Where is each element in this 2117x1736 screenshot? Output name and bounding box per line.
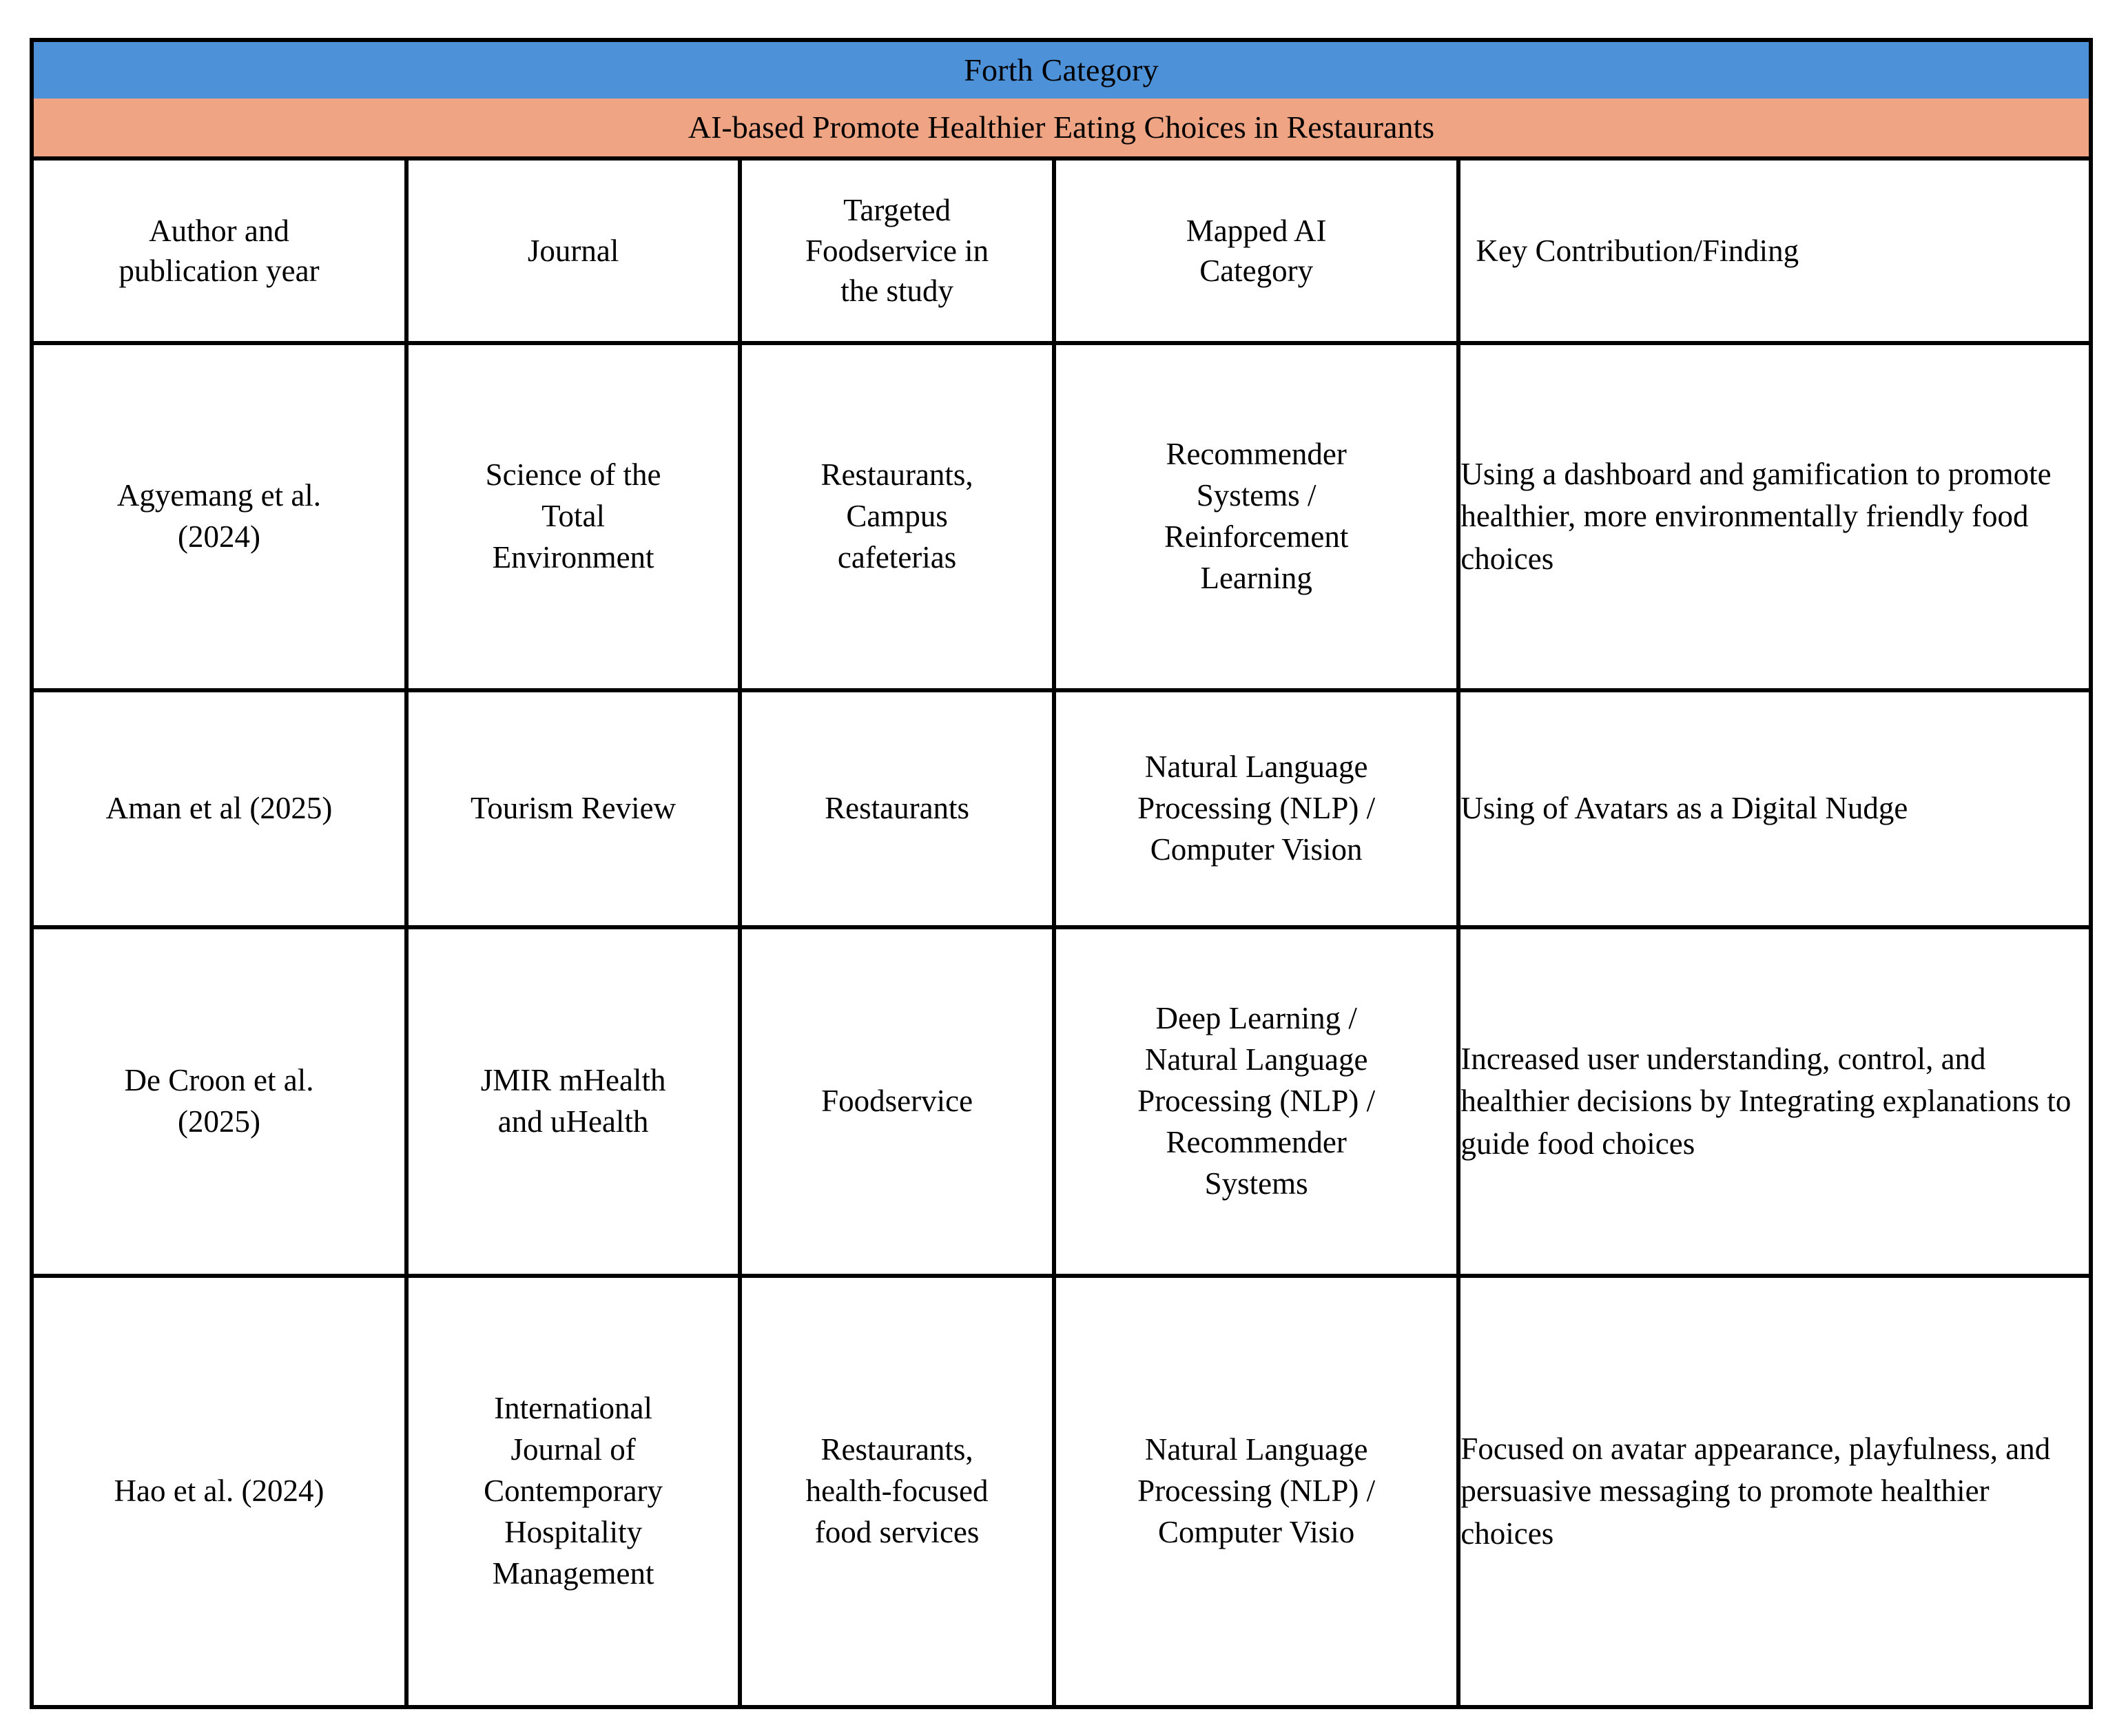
cell-journal xyxy=(406,690,740,927)
cell-foodservice-line: Restaurants xyxy=(825,791,970,826)
banner-category-row xyxy=(32,40,2091,99)
cell-journal-line: Environment xyxy=(492,539,654,575)
cell-foodservice-line: Foodservice xyxy=(821,1084,973,1119)
cell-foodservice xyxy=(740,927,1054,1276)
cell-ai-category-line: Learning xyxy=(1200,560,1312,595)
cell-journal-line: Science of the xyxy=(485,457,661,493)
banner-subtitle-row xyxy=(32,99,2091,158)
cell-foodservice-line: cafeterias xyxy=(837,539,957,575)
cell-foodservice xyxy=(740,343,1054,690)
cell-ai-category-line: Deep Learning / xyxy=(1155,1001,1357,1036)
cell-author-line: (2024) xyxy=(178,519,260,554)
cell-author-line: Aman et al (2025) xyxy=(105,791,333,826)
cell-journal-line: JMIR mHealth xyxy=(480,1063,666,1098)
cell-foodservice-line: Restaurants, xyxy=(820,457,973,493)
cell-author-line: Hao et al. (2024) xyxy=(114,1474,324,1509)
cell-ai-category-line: Processing (NLP) / xyxy=(1137,791,1376,826)
column-header-foodservice-line2: Foodservice in xyxy=(805,233,989,268)
cell-finding: Increased user understanding, control, and healthier decisions by Integrating explanations to guide food choices xyxy=(1458,927,2091,1276)
cell-journal-line: Total xyxy=(541,499,605,534)
literature-review-table xyxy=(30,38,2093,1709)
banner-category-label: Forth Category xyxy=(32,40,2091,99)
cell-author xyxy=(32,690,406,927)
column-header-foodservice-line3: the study xyxy=(840,273,953,309)
column-header-author-line1: Author and xyxy=(149,213,289,248)
banner-subtitle-label: AI-based Promote Healthier Eating Choices in Restaurants xyxy=(32,99,2091,158)
column-header-foodservice xyxy=(740,158,1054,343)
cell-foodservice-line: Restaurants, xyxy=(820,1432,973,1467)
cell-author xyxy=(32,343,406,690)
column-header-ai-category-line2: Category xyxy=(1199,254,1314,288)
table-row xyxy=(32,343,2091,690)
cell-journal-line: Management xyxy=(492,1556,654,1591)
column-header-finding-line1: Key Contribution/Finding xyxy=(1476,233,1799,268)
cell-finding: Using of Avatars as a Digital Nudge xyxy=(1458,690,2091,927)
table-row xyxy=(32,690,2091,927)
review-table-container xyxy=(30,38,2093,1709)
cell-finding: Focused on avatar appearance, playfulness, and persuasive messaging to promote healthier choices xyxy=(1458,1276,2091,1707)
column-header-row xyxy=(32,158,2091,343)
cell-journal-line: International xyxy=(494,1391,653,1426)
cell-foodservice-line: food services xyxy=(814,1514,980,1549)
cell-foodservice-line: Campus xyxy=(846,499,948,534)
cell-author xyxy=(32,1276,406,1707)
cell-finding: Using a dashboard and gamification to promote healthier, more environmentally friendly food choices xyxy=(1458,343,2091,690)
column-header-journal-line1: Journal xyxy=(527,233,619,268)
table-row xyxy=(32,927,2091,1276)
cell-ai-category-line: Computer Vision xyxy=(1150,831,1363,867)
column-header-author-line2: publication year xyxy=(118,254,320,288)
cell-ai-category-line: Processing (NLP) / xyxy=(1137,1474,1376,1509)
cell-journal-line: Tourism Review xyxy=(471,791,677,826)
cell-ai-category-line: Recommender xyxy=(1166,437,1347,472)
column-header-journal xyxy=(406,158,740,343)
column-header-ai-category xyxy=(1054,158,1458,343)
cell-ai-category-line: Processing (NLP) / xyxy=(1137,1084,1376,1119)
cell-author-line: De Croon et al. xyxy=(124,1063,314,1098)
cell-journal-line: Journal of xyxy=(510,1432,636,1467)
cell-author-line: Agyemang et al. xyxy=(116,478,322,513)
column-header-ai-category-line1: Mapped AI xyxy=(1186,213,1327,248)
cell-ai-category-line: Systems / xyxy=(1196,478,1316,513)
cell-ai-category xyxy=(1054,343,1458,690)
cell-journal xyxy=(406,1276,740,1707)
cell-ai-category-line: Computer Visio xyxy=(1158,1514,1355,1549)
cell-ai-category-line: Natural Language xyxy=(1144,750,1368,785)
table-row xyxy=(32,1276,2091,1707)
cell-ai-category-line: Systems xyxy=(1204,1166,1308,1201)
cell-author xyxy=(32,927,406,1276)
cell-foodservice-line: health-focused xyxy=(805,1474,989,1509)
column-header-author xyxy=(32,158,406,343)
cell-journal-line: Hospitality xyxy=(504,1514,643,1549)
column-header-finding xyxy=(1458,158,2091,343)
cell-ai-category-line: Recommender xyxy=(1166,1124,1347,1159)
cell-journal xyxy=(406,927,740,1276)
cell-foodservice xyxy=(740,690,1054,927)
cell-ai-category xyxy=(1054,690,1458,927)
cell-foodservice xyxy=(740,1276,1054,1707)
cell-journal-line: and uHealth xyxy=(497,1104,649,1139)
cell-ai-category xyxy=(1054,1276,1458,1707)
column-header-foodservice-line1: Targeted xyxy=(843,193,951,228)
cell-author-line: (2025) xyxy=(178,1104,260,1139)
cell-journal-line: Contemporary xyxy=(484,1474,663,1509)
cell-ai-category-line: Natural Language xyxy=(1144,1042,1368,1077)
cell-journal xyxy=(406,343,740,690)
cell-ai-category-line: Reinforcement xyxy=(1164,519,1349,554)
cell-ai-category-line: Natural Language xyxy=(1144,1432,1368,1467)
cell-ai-category xyxy=(1054,927,1458,1276)
